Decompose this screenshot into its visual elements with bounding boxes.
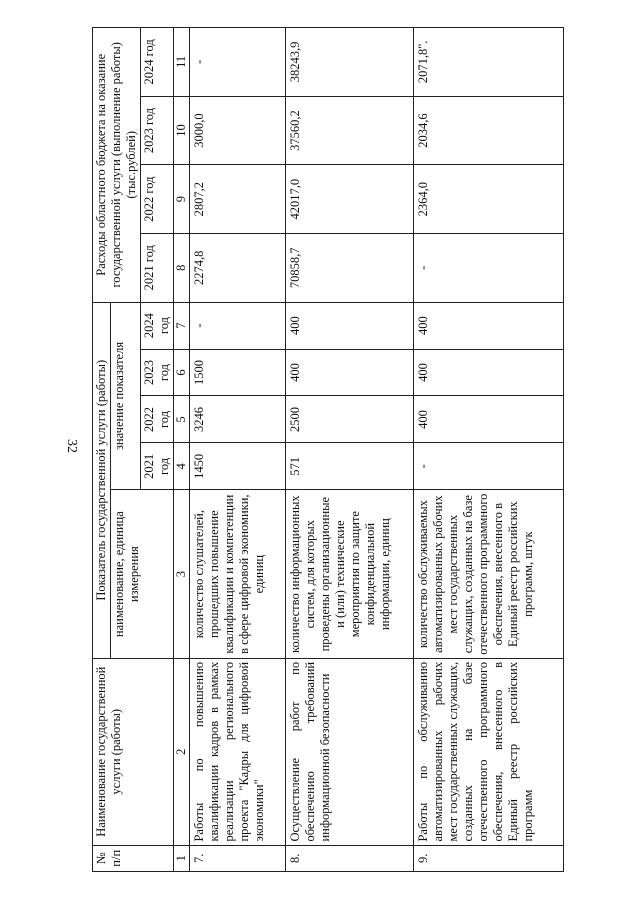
column-number: 1 (174, 845, 190, 871)
indicator-value: 2500 (286, 396, 414, 443)
header-num: № п/п (93, 845, 174, 871)
header-expenses-group: Расходы областного бюджета на оказание государственной услуги (выполнение работы) (тыс.рублей) (93, 28, 141, 303)
column-number: 2 (174, 658, 190, 845)
indicator-value: 1450 (190, 443, 286, 490)
expense-value: 42017,0 (286, 165, 414, 234)
column-number-row (174, 28, 190, 872)
column-number: 10 (174, 96, 190, 165)
indicator-value: 400 (414, 349, 564, 396)
expense-value: - (414, 233, 564, 302)
header-year: 2021 год (141, 233, 174, 302)
page-number: 32 (64, 439, 79, 453)
indicator-value: - (190, 302, 286, 349)
expense-value: 70858,7 (286, 233, 414, 302)
expense-value: 37560,2 (286, 96, 414, 165)
header-year: 2022 год (141, 396, 174, 443)
header-year: 2021 год (141, 443, 174, 490)
header-row-1 (93, 28, 111, 872)
header-year: 2024 год (141, 28, 174, 97)
expense-value: - (190, 28, 286, 97)
indicator-value: 1500 (190, 349, 286, 396)
table-row (286, 28, 414, 872)
indicator-value: 571 (286, 443, 414, 490)
row-number: 8. (286, 845, 414, 871)
rotated-page-content (92, 27, 622, 872)
column-number: 7 (174, 302, 190, 349)
indicator-unit: количество информационных систем, для которых проведены организационные и (или) технические мероприятия по защите конфиденциальной информации, единиц (286, 490, 414, 659)
header-year: 2022 год (141, 165, 174, 234)
column-number: 4 (174, 443, 190, 490)
indicator-value: 400 (286, 349, 414, 396)
column-number: 5 (174, 396, 190, 443)
indicator-unit: количество обслуживаемых автоматизированных рабочих мест государственных служащих, созданных на базе отечественного программного обеспечения, внесенного в Единый реестр российских программ, штук (414, 490, 564, 659)
header-year: 2023 год (141, 349, 174, 396)
indicator-value: 400 (414, 396, 564, 443)
header-indicator-values: значение показателя (111, 302, 141, 490)
header-indicator-name: наименование, единица измерения (111, 490, 174, 659)
expense-value: 2807,2 (190, 165, 286, 234)
header-indicator-group: Показатель государственной услуги (работы) (93, 302, 111, 658)
header-year: 2023 год (141, 96, 174, 165)
expense-value: 38243,9 (286, 28, 414, 97)
column-number: 11 (174, 28, 190, 97)
expense-value: 2364,0 (414, 165, 564, 234)
expense-value: 2274,8 (190, 233, 286, 302)
services-table (92, 27, 564, 872)
row-number: 7. (190, 845, 286, 871)
column-number: 8 (174, 233, 190, 302)
indicator-value: - (414, 443, 564, 490)
header-service-name: Наименование государственной услуги (работы) (93, 658, 174, 845)
expense-value: 2071,8". (414, 28, 564, 97)
column-number: 6 (174, 349, 190, 396)
table-row (414, 28, 564, 872)
indicator-value: 400 (286, 302, 414, 349)
column-number: 3 (174, 490, 190, 659)
indicator-value: 3246 (190, 396, 286, 443)
expense-value: 3000,0 (190, 96, 286, 165)
indicator-unit: количество слушателей, прошедших повышение квалификации и компетенции в сфере цифровой экономики, единиц (190, 490, 286, 659)
table-row (190, 28, 286, 872)
row-number: 9. (414, 845, 564, 871)
column-number: 9 (174, 165, 190, 234)
service-name: Осуществление работ по обеспечению требований информационной безопасности (286, 658, 414, 845)
expense-value: 2034,6 (414, 96, 564, 165)
service-name: Работы по повышению квалификации кадров в рамках реализации регионального проекта "Кадры для цифровой экономики" (190, 658, 286, 845)
header-year: 2024 год (141, 302, 174, 349)
service-name: Работы по обслуживанию автоматизированных рабочих мест государственных служащих, созданных на базе отечественного программного обеспечения, внесенного в Единый реестр российских программ (414, 658, 564, 845)
indicator-value: 400 (414, 302, 564, 349)
